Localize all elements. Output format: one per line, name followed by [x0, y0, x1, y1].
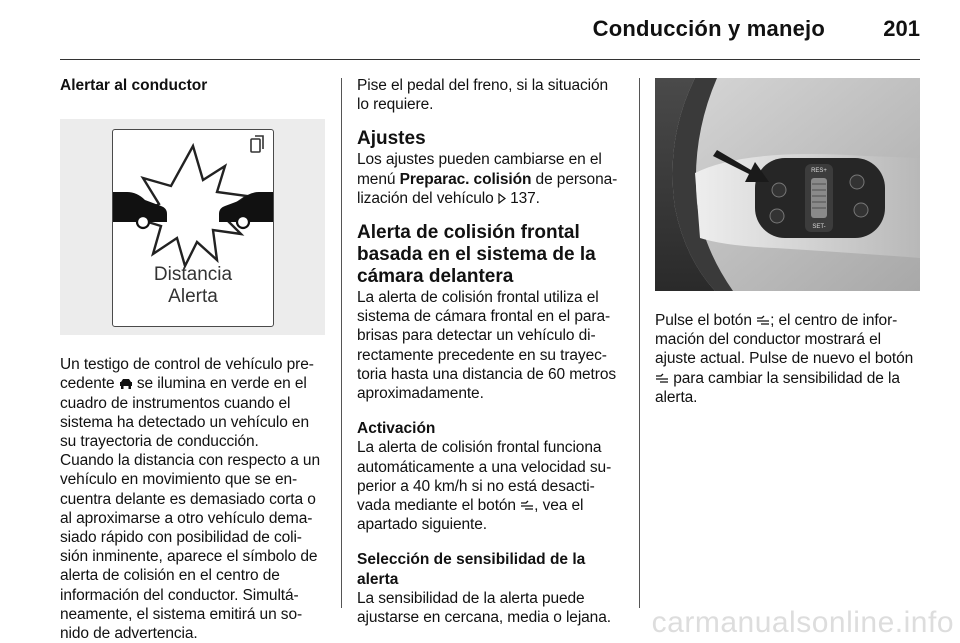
paragraph: Los ajustes pueden cambiarse en el menú Preparac. colisión de persona- lización del vehículo 137.: [357, 151, 618, 207]
column-divider: [341, 78, 342, 608]
car-ahead-icon: [119, 378, 133, 389]
warning-display-figure: [60, 119, 325, 335]
column-3: [655, 76, 923, 407]
res-label: RES+: [811, 168, 827, 174]
paragraph: La sensibilidad de la alerta puede ajustarse en cercana, media o lejana.: [357, 589, 611, 627]
section-heading-camera-alert: Alerta de colisión frontal basada en el sistema de la cámara delantera: [357, 222, 596, 288]
document-icon: [251, 136, 263, 152]
paragraph: Pise el pedal del freno, si la situación lo requiere.: [357, 77, 609, 114]
paragraph: La alerta de colisión frontal utiliza el sistema de cámara frontal en el para- brisas para detectar un vehículo di- rectamente precedente en su trayec- toria hasta una distancia de 60 metros aproximadamente.: [357, 289, 616, 403]
watermark: carmanualsonline.info: [651, 606, 954, 639]
collision-alert-button-icon: [520, 500, 534, 511]
paragraph: Un testigo de control de vehículo pre- cedente se ilumina en verde en el cuadro de instrumentos cuando el sistema ha detectado un vehículo en su trayectoria de conducción.: [60, 356, 314, 451]
cruise-button: [770, 209, 784, 223]
page-number: 201: [883, 16, 920, 41]
section-subheading: Alertar al conductor: [60, 77, 208, 94]
section-heading-ajustes: Ajustes: [357, 128, 426, 150]
cancel-button: [854, 203, 868, 217]
column-2: [357, 76, 623, 627]
steering-wheel-photo: [655, 78, 920, 291]
collision-alert-button-icon: [655, 373, 669, 384]
page-header: [60, 0, 920, 60]
collision-alert-button-icon: [756, 315, 770, 326]
collision-button: [772, 183, 786, 197]
set-label: SET-: [812, 224, 826, 230]
column-divider: [639, 78, 640, 608]
paragraph: Cuando la distancia con respecto a un vehículo en movimiento que se en- cuentra delante es demasiado corta o al aproximarse a otro vehículo dema- siado rápido con posibilidad de coli- sión inminente, aparece el símbolo de alerta de colisión en el centro de información del conductor. Simultá- neamente, el sistema emitirá un so- nido de advertencia.: [60, 452, 320, 643]
steering-wheel-illustration: [655, 78, 920, 291]
display-text-line1: Distancia: [153, 264, 233, 286]
column-1: [60, 76, 325, 643]
menu-name: Preparac. colisión: [399, 170, 532, 188]
subheading-seleccion: Selección de sensibilidad de la alerta: [357, 551, 586, 588]
paragraph: La alerta de colisión frontal funciona automáticamente a una velocidad su- perior a 40 km/h si no está desacti- vada mediante el botón , vea el apartado siguiente.: [357, 439, 612, 534]
paragraph: Pulse el botón ; el centro de infor- mación del conductor mostrará el ajuste actual. Pulse de nuevo el botón para cambiar la sensibilidad de la alerta.: [655, 312, 914, 406]
subheading-activacion: Activación: [357, 420, 436, 438]
chapter-title: Conducción y manejo: [592, 16, 825, 41]
page-reference-arrow-icon: [498, 193, 506, 204]
collision-warning-display: [112, 129, 274, 327]
display-text-line2: Alerta: [168, 286, 218, 308]
speed-limiter-button: [850, 175, 864, 189]
